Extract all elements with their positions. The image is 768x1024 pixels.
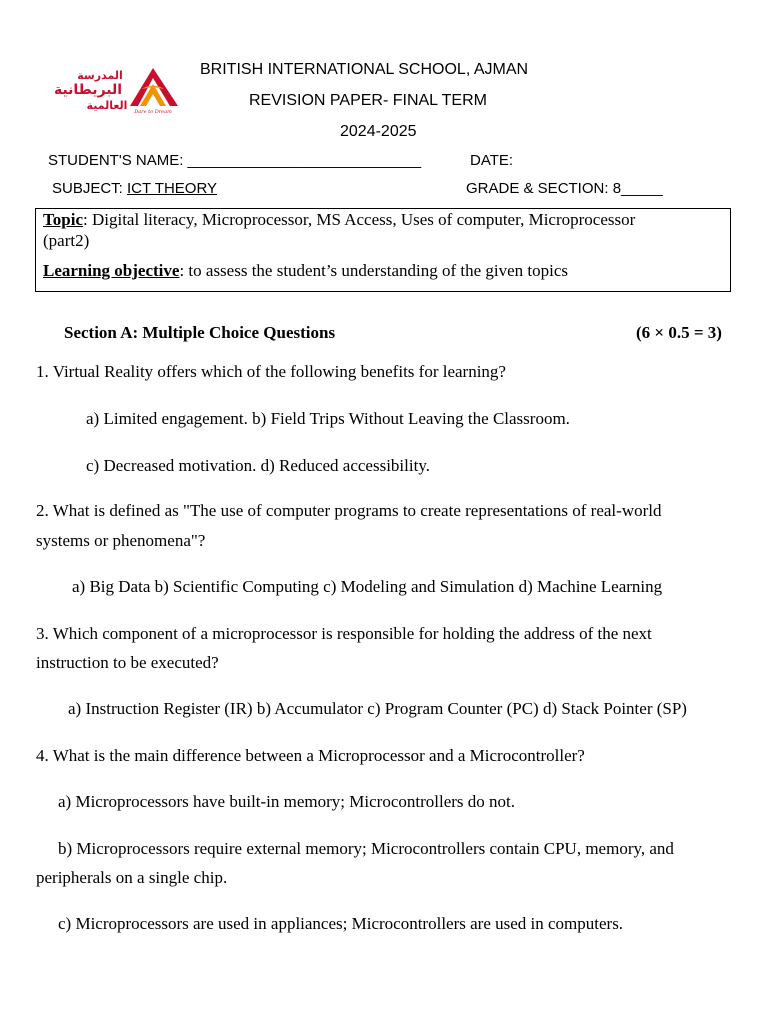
logo-arabic-line-2: البريطانية [53,82,123,98]
question-1: 1. Virtual Reality offers which of the following benefits for learning? [36,362,506,381]
paper-title: REVISION PAPER- FINAL TERM [249,92,487,109]
logo-arabic-line-1: المدرسة [77,69,123,82]
learning-objective [43,261,568,281]
section-title: Section A: Multiple Choice Questions [64,323,336,342]
question-4-option-a: a) Microprocessors have built-in memory; Microcontrollers do not. [58,792,515,811]
topic-box [35,208,731,292]
question-4-option-b-line-2: peripherals on a single chip. [36,868,228,887]
student-name-label: STUDENT'S NAME: [48,152,188,169]
logo-tagline: Dare to Dream [134,109,172,114]
question-1-options-cd: c) Decreased motivation. d) Reduced accessibility. [86,456,430,475]
question-4-option-c: c) Microprocessors are used in appliances; Microcontrollers are used in computers. [58,914,624,933]
school-name: BRITISH INTERNATIONAL SCHOOL, AJMAN [200,61,529,78]
grade-section-label: GRADE & SECTION: 8 [466,180,622,197]
question-3-line-1: 3. Which component of a microprocessor is responsible for holding the address of the next [36,624,652,643]
question-3-options: a) Instruction Register (IR) b) Accumulator c) Program Counter (PC) d) Stack Pointer (SP) [68,699,687,718]
subject-value: ICT THEORY [127,180,218,197]
question-1-options-ab: a) Limited engagement. b) Field Trips Without Leaving the Classroom. [86,409,570,428]
school-logo [52,62,182,114]
question-4: 4. What is the main difference between a Microprocessor and a Microcontroller? [36,746,585,765]
grade-section-row [466,180,663,197]
topic-text: : Digital literacy, Microprocessor, MS Access, Uses of computer, Microprocessor [83,210,636,229]
grade-section-blank: _____ [621,180,663,197]
question-2-line-2: systems or phenomena"? [36,531,206,550]
topic-line-1 [43,210,635,230]
question-2-line-1: 2. What is defined as "The use of computer programs to create representations of real-world [36,501,662,520]
subject-row [52,180,217,197]
section-marks: (6 × 0.5 = 3) [636,323,722,342]
objective-label: Learning objective [43,261,180,280]
question-4-option-b-line-1: b) Microprocessors require external memory; Microcontrollers contain CPU, memory, and [58,839,674,858]
academic-year: 2024-2025 [340,123,417,140]
school-logo-graphic [52,62,182,114]
student-name-row [48,152,421,169]
objective-text: : to assess the student’s understanding of the given topics [179,261,569,280]
student-name-blank: ____________________________ [187,152,422,169]
topic-label: Topic [43,210,84,229]
topic-line-2: (part2) [43,231,90,250]
date-label: DATE: [470,152,514,169]
question-3-line-2: instruction to be executed? [36,653,219,672]
question-2-options: a) Big Data b) Scientific Computing c) Modeling and Simulation d) Machine Learning [72,577,663,596]
logo-arabic-line-3: العالمية [86,99,128,112]
subject-label: SUBJECT: [52,180,128,197]
